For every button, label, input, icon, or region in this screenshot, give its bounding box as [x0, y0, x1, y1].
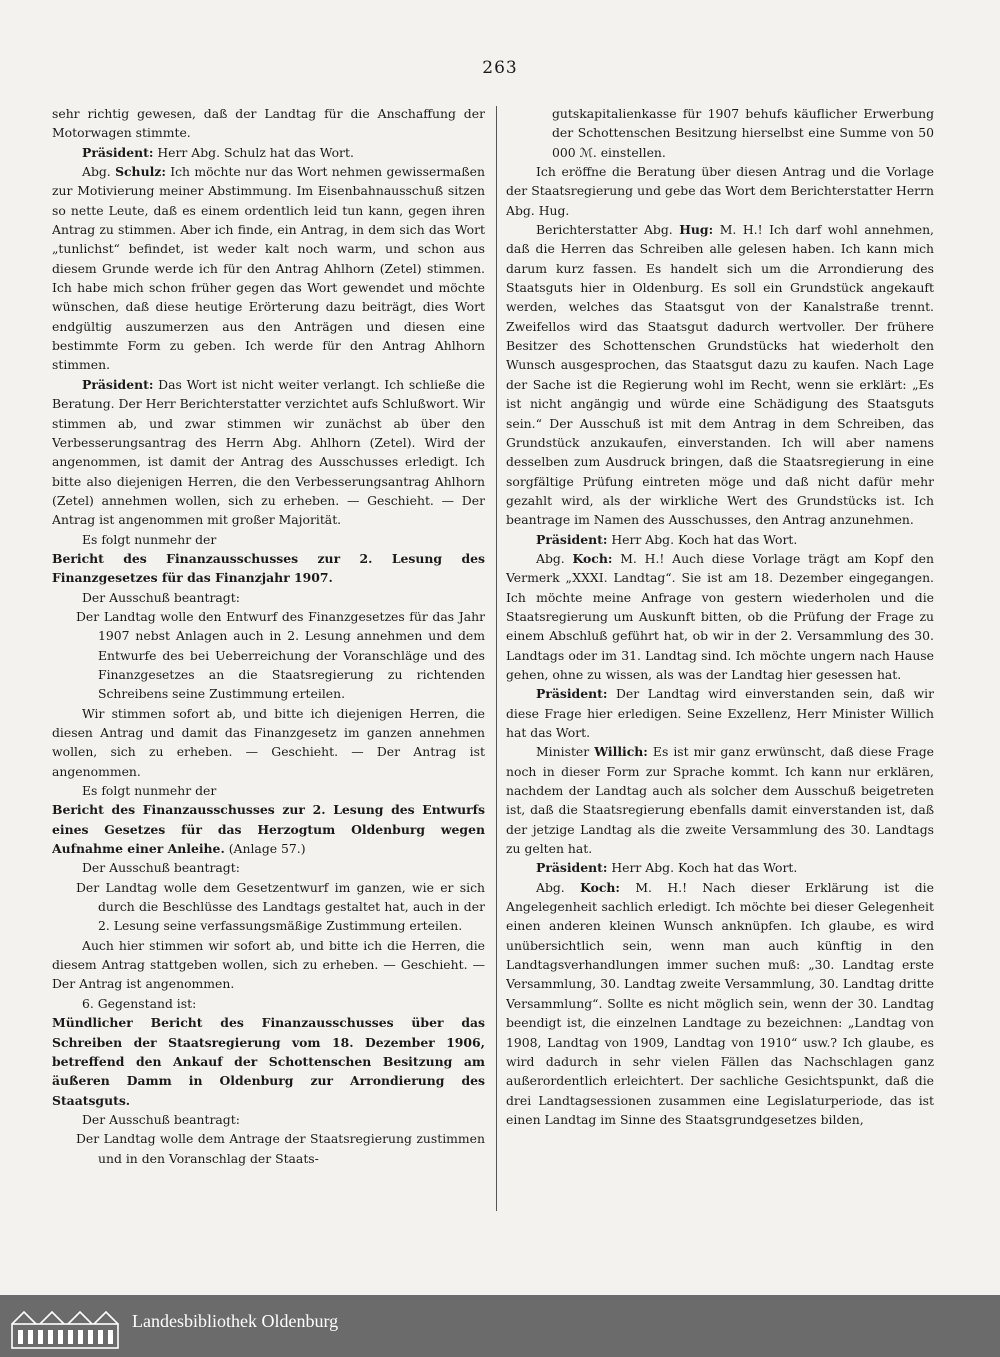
- paragraph-text: Der Ausschuß beantragt:: [82, 860, 240, 876]
- paragraph-text: Der Landtag wolle dem Antrage der Staatsregierung zustimmen und in den Voranschlag der Staats-: [76, 1131, 485, 1166]
- speaker-name: Schulz:: [115, 164, 166, 180]
- paragraph-text: Herr Abg. Koch hat das Wort.: [607, 531, 798, 547]
- paragraph-text: Mündlicher Bericht des Finanzausschusses über das Schreiben der Staatsregierung vom 18. Dezember 1906, betreffend den Ankauf der Schottenschen Besitzung am äußeren Damm in Oldenburg zur Arrondierung des Staatsguts.: [52, 1015, 485, 1108]
- paragraph: [506, 530, 934, 549]
- paragraph-text: sehr richtig gewesen, daß der Landtag für die Anschaffung der Motorwagen stimmte.: [52, 106, 485, 141]
- speaker-name: Koch:: [580, 879, 620, 895]
- paragraph-text: Der Ausschuß beantragt:: [82, 1111, 240, 1127]
- paragraph-text: Wir stimmen sofort ab, und bitte ich diejenigen Herren, die diesen Antrag und damit das Finanzgesetz im ganzen annehmen wollen, sich zu erheben. — Geschieht. — Der Antrag ist angenommen.: [52, 705, 485, 779]
- paragraph: [52, 375, 485, 530]
- footer-library-name: Landesbibliothek Oldenburg: [132, 1311, 339, 1331]
- speaker-name: Präsident:: [82, 376, 154, 392]
- speaker-name: Präsident:: [536, 686, 608, 702]
- paragraph: [506, 858, 934, 877]
- paragraph: [506, 162, 934, 220]
- speaker-prefix: Abg.: [82, 164, 116, 180]
- speaker-name: Koch:: [572, 550, 613, 566]
- speaker-name: Hug:: [679, 222, 714, 238]
- paragraph-text: Herr Abg. Schulz hat das Wort.: [153, 144, 354, 160]
- paragraph-text: gutskapitalienkasse für 1907 behufs käuflicher Erwerbung der Schottenschen Besitzung hierselbst eine Summe von 50 000 ℳ. einstellen.: [552, 106, 934, 160]
- paragraph: [52, 143, 485, 162]
- paragraph-text: M. H.! Auch diese Vorlage trägt am Kopf den Vermerk „XXXI. Landtag“. Sie ist am 18. Dezember eingegangen. Ich möchte meine Anfrage von gestern wiederholen und die Staatsregierung um Auskunft bitten, ob die Prüfung der Frage zu einem Abschluß geführt hat, ob wir in der 2. Versammlung des 30. Landtags oder im 31. Landtag sind. Ich möchte ungern nach Hause gehen, ohne zu wissen, als was der Landtag hier gesessen hat.: [506, 550, 934, 682]
- paragraph-text: Der Landtag wolle dem Gesetzentwurf im ganzen, wie er sich durch die Beschlüsse des Landtags gestaltet hat, auch in der 2. Lesung seine verfassungsmäßige Zustimmung erteilen.: [76, 879, 485, 934]
- paragraph: [506, 742, 934, 858]
- paragraph-text: Herr Abg. Koch hat das Wort.: [607, 860, 798, 876]
- paragraph: [52, 549, 485, 588]
- paragraph-text: Auch hier stimmen wir sofort ab, und bitte ich die Herren, die diesem Antrag stattgeben wollen, sich zu erheben. — Geschieht. — Der Antrag ist angenommen.: [52, 937, 485, 992]
- library-building-icon: [10, 1306, 120, 1350]
- paragraph-text: Es folgt nunmehr der: [82, 783, 217, 799]
- paragraph: [52, 588, 485, 607]
- speaker-prefix: Abg.: [536, 879, 581, 895]
- paragraph: [52, 936, 485, 994]
- paragraph-text: Der Ausschuß beantragt:: [82, 589, 240, 605]
- paragraph-text: Bericht des Finanzausschusses zur 2. Lesung des Finanzgesetzes für das Finanzjahr 1907.: [52, 550, 485, 586]
- paragraph-text: Es ist mir ganz erwünscht, daß diese Frage noch in dieser Form zur Sprache kommt. Ich kann nur erklären, nachdem der Landtag auch als solcher dem Ausschuß beigetreten ist, daß die Staatsregierung ebenfalls damit einverstanden ist, daß der jetzige Landtag als die zweite Versammlung des 30. Landtags zu gelten hat.: [506, 744, 934, 857]
- paragraph: [52, 994, 485, 1013]
- paragraph: [506, 220, 934, 530]
- paragraph: [506, 104, 934, 162]
- paragraph-text: Der Landtag wird einverstanden sein, daß wir diese Frage hier erledigen. Seine Exzellenz, Herr Minister Willich hat das Wort.: [506, 686, 934, 740]
- speaker-prefix: Abg.: [536, 550, 573, 566]
- speaker-prefix: Berichterstatter Abg.: [536, 222, 680, 238]
- paragraph: [52, 1129, 485, 1168]
- paragraph-text: Das Wort ist nicht weiter verlangt. Ich schließe die Beratung. Der Herr Berichterstatter verzichtet aufs Schlußwort. Wir stimmen ab, und zwar stimmen wir zunächst ab über den Verbesserungsantrag des Herrn Abg. Ahlhorn (Zetel). Wird der angenommen, ist damit der Antrag des Ausschusses erledigt. Ich bitte also diejenigen Herren, die den Verbesserungsantrag Ahlhorn (Zetel) annehmen wollen, sich zu erheben. — Geschieht. — Der Antrag ist angenommen mit großer Majorität.: [52, 376, 485, 528]
- paragraph: [506, 549, 934, 684]
- paragraph: [52, 162, 485, 375]
- paragraph-text: M. H.! Ich darf wohl annehmen, daß die Herren das Schreiben alle gelesen haben. Ich kann mich darum kurz fassen. Es handelt sich um die Arrondierung des Staatsguts hier in Oldenburg. Es soll ein Grundstück angekauft werden, welches das Staatsgut von der Kanalstraße trennt. Zweifellos wird das Staatsgut dadurch wertvoller. Der frühere Besitzer des Schottenschen Grundstücks hat wiederholt den Wunsch ausgesprochen, das Staatsgut dazu zu kaufen. Nach Lage der Sache ist die Regierung wohl im Recht, wenn sie erklärt: „Es ist nicht angängig und würde eine Schädigung des Staatsguts sein.“ Der Ausschuß ist mit dem Antrag in dem Schreiben, das Grundstück anzukaufen, einverstanden. Ich will aber namens desselben zum Ausdruck bringen, daß die Staatsregierung in eine sorgfältige Prüfung eintreten möge und daß nicht dafür mehr gezahlt wird, als der wirkliche Wert des Grundstücks ist. Ich beantrage im Namen des Ausschusses, den Antrag anzunehmen.: [506, 222, 934, 528]
- paragraph-text: 6. Gegenstand ist:: [82, 995, 197, 1011]
- paragraph-text: Ich eröffne die Beratung über diesen Antrag und die Vorlage der Staatsregierung und gebe das Wort dem Berichterstatter Herrn Abg. Hug.: [506, 164, 934, 218]
- right-column: [506, 104, 934, 1214]
- left-column: [52, 104, 485, 1214]
- speaker-name: Willich:: [594, 744, 648, 760]
- paragraph: [52, 104, 485, 143]
- speaker-name: Präsident:: [536, 860, 608, 876]
- paragraph: [52, 878, 485, 936]
- paragraph: [52, 1013, 485, 1110]
- column-divider: [496, 106, 497, 1211]
- paragraph-text: Bericht des Finanzausschusses zur 2. Lesung des Entwurfs eines Gesetzes für das Herzogtum Oldenburg wegen Aufnahme einer Anleihe.: [52, 802, 485, 857]
- speaker-name: Präsident:: [82, 144, 154, 160]
- annex-reference: (Anlage 57.): [224, 841, 306, 857]
- footer-bar: [0, 1295, 1000, 1357]
- paragraph: [52, 781, 485, 800]
- paragraph: [506, 684, 934, 742]
- paragraph: [52, 607, 485, 704]
- paragraph-text: Ich möchte nur das Wort nehmen gewissermaßen zur Motivierung meiner Abstimmung. Im Eisenbahnausschuß sitzen so nette Leute, daß es einem ordentlich leid tun kann, gegen ihren Antrag zu stimmen. Aber ich finde, ein Antrag, in dem sich das Wort „tunlichst“ befindet, ist weder kalt noch warm, und schon aus diesem Grunde werde ich für den Antrag Ahlhorn (Zetel) stimmen. Ich habe mich schon früher gegen das Wort gewendet und möchte wünschen, daß diese heutige Erörterung dazu beiträgt, dies Wort endgültig auszumerzen aus den Anträgen und diesen eine bestimmte Form zu geben. Ich werde für den Antrag Ahlhorn stimmen.: [52, 164, 485, 373]
- paragraph: [52, 530, 485, 549]
- paragraph: [52, 858, 485, 877]
- paragraph: [52, 1110, 485, 1129]
- paragraph: [52, 800, 485, 858]
- speaker-name: Präsident:: [536, 531, 608, 547]
- page-number: 263: [482, 58, 518, 78]
- paragraph-text: M. H.! Nach dieser Erklärung ist die Angelegenheit sachlich erledigt. Ich möchte bei dieser Gelegenheit einen anderen kleinen Wunsch anknüpfen. Ich glaube, es wird unübersichtlich sein, wenn man auch künftig in den Landtagsverhandlungen immer suchen muß: „30. Landtag erste Versammlung, 30. Landtag zweite Versammlung, 30. Landtag dritte Versammlung“. Sollte es nicht möglich sein, wenn der 30. Landtag beendigt ist, die einzelnen Landtage zu bezeichnen: „Landtag von 1908, Landtag von 1909, Landtag von 1910“ usw.? Ich glaube, es wird dadurch in sehr vielen Fällen das Nachschlagen ganz außerordentlich erleichtert. Der sachliche Gesichtspunkt, daß die drei Landtagsessionen zusammen eine Legislaturperiode, das ist einen Landtag im Sinne des Staatsgrundgesetzes bilden,: [506, 879, 934, 1127]
- paragraph: [52, 704, 485, 781]
- paragraph-text: Es folgt nunmehr der: [82, 531, 217, 547]
- speaker-prefix: Minister: [536, 744, 595, 760]
- paragraph-text: Der Landtag wolle den Entwurf des Finanzgesetzes für das Jahr 1907 nebst Anlagen auch in 2. Lesung annehmen und dem Entwurfe des bei Ueberreichung der Voranschläge und des Finanzgesetzes an die Staatsregierung zu richtenden Schreibens seine Zustimmung erteilen.: [76, 608, 485, 702]
- paragraph: [506, 878, 934, 1129]
